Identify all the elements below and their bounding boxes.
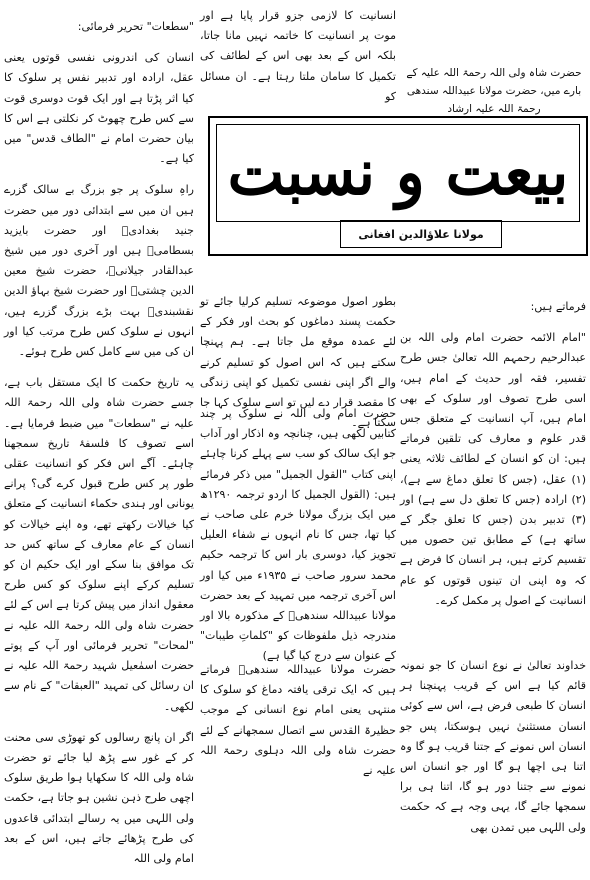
- title-box: [208, 116, 588, 256]
- middle-top-text: انسانیت کا لازمی جزو قرار پایا ہے اور موت پر انسانیت کا خاتمہ نہیں مانا جاتا، بلکہ اس کے بعد بھی اس کے لطائف کی تکمیل کا سامان ملتا رہتا ہے۔ ان مسائل کو: [200, 9, 396, 103]
- right-column: [400, 286, 586, 622]
- left-column: [4, 6, 194, 880]
- article-title: بیعت و نسبت: [227, 136, 569, 210]
- right-heading: فرماتے ہیں:: [530, 300, 586, 313]
- middle-paragraph-c: حضرت مولانا عبیداللہ سندھیؒ فرماتے ہیں کہ ایک ترقی یافتہ دماغ کو سلوک کا منتہی یعنی امام نوع انسانی کے موجب حظیرۃ القدس سے اتصال سمجھانے کے لئے حضرت شاہ ولی اللہ دہلوی رحمۃ اللہ علیہ نے: [200, 663, 396, 778]
- right-paragraph: "امام الائمہ حضرت امام ولی اللہ بن عبدالرحیم رحمہم اللہ تعالیٰ جس طرح تفسیر، فقہ اور حدیث کے امام ہیں، اسی طرح تصوف اور سلوک کے بھی امام ہیں، آپ انسانیت کے متعلق جس قدر علوم و معارف کی تلقین فرماتے ہیں: ان کو انسان کے لطائف ثلاثہ یعنی (۱) عقل، (جس کا تعلق دماغ سے ہے)، (۲) ارادہ (جس کا تعلق دل سے ہے) اور (۳) تدبیر بدن (جس کا تعلق جگر کے ساتھ ہے) کے مطابق تین حصوں میں تقسیم کرتے ہیں، ہر انسان کا فرض ہے کہ وہ اپنی ان تینوں قوتوں کو عام انسانیت کے اصول پر مکمل کرے۔: [400, 331, 586, 607]
- middle-paragraph-a: بطور اصول موضوعہ تسلیم کرلیا جائے تو حکمت پسند دماغوں کو بحث اور فکر کے لئے عمدہ موقع مل جاتا ہے۔ ہم پہنچا سکتے ہیں کہ اس اصول کو تسلیم کرنے والے اگر اپنی نفسی تکمیل کو اپنی زندگی کا مقصد قرار دے لیں تو اسے سلوک کہا جا سکتا ہے۔: [200, 295, 396, 430]
- left-heading: "سطعات" تحریر فرمائی:: [77, 20, 194, 33]
- title-frame: [216, 124, 580, 222]
- left-paragraph: یہ تاریخ حکمت کا ایک مستقل باب ہے، جسے حضرت شاہ ولی اللہ رحمۃ اللہ علیہ نے "سطعات" میں ضبط فرمایا ہے۔ اسے تصوف کا فلسفۂ تاریخ سمجھنا چاہئے۔ آگے اس فکر کو انسانیت عقلی طور پر کس طرح قبول کرے گی؟ پرانے یونانی اور ہندی حکماء انسانیت کے متعلق کیا خیالات رکھتے تھے، وہ اپنے خیالات کو انسان کے عام معارف کے ساتھ کس حد تک موافق بنا سکے اور ایک حکیم ان کو تسلیم کرکے اپنے سلوک کو کس طرح معقول انداز میں پیش کرتا ہے اس کے لئے حضرت شاہ ولی اللہ رحمۃ اللہ علیہ نے "لمحات" تحریر فرمائی اور آپ کے پوتے حضرت اسمٰعیل شہید رحمۃ اللہ علیہ نے ان رسائل کی تمہید "العبقات" کے نام سے لکھی۔: [4, 376, 194, 713]
- left-paragraph: اگر ان پانچ رسالوں کو تھوڑی سی محنت کر کے غور سے پڑھ لیا جائے تو حضرت شاہ ولی اللہ کا سکھایا ہوا طریق سلوک اچھی طرح ذہن نشین ہو جاتا ہے، حکمت ولی اللہی میں یہ رسالے ابتدائی قاعدوں کی طرح پڑھائے جاتے ہیں، اس کے بعد امام ولی اللہ: [4, 730, 194, 865]
- left-paragraph: انسان کی اندرونی نفسی قوتوں یعنی عقل، ارادہ اور تدبیر نفس پر سلوک کا کیا اثر پڑتا ہے اور ایک قوت دوسری قوت سے کس طرح چھوٹ کر نکلتی ہے اس کا بیان حضرت امام نے "الطاف قدس" میں کیا ہے۔: [4, 51, 194, 166]
- author-byline: مولانا علاؤالدین افغانی: [340, 220, 502, 248]
- intro-text: حضرت شاہ ولی اللہ رحمۃ اللہ علیہ کے بارے میں، حضرت مولانا عبیداللہ سندھی رحمۃ اللہ علیہ ارشاد: [406, 67, 582, 115]
- right-paragraph-b: خداوند تعالیٰ نے نوع انسان کا جو نمونہ قائم کیا ہے اس کے قریب پہنچنا ہر انسان کا طبعی فرض ہے، اس سے کوئی انسان مستثنیٰ نہیں ہوسکتا، پس جو انسان اس نمونے کے جتنا قریب ہو گا وہ اتنا ہی اچھا ہو گا اور جو انسان اس نمونے سے جتنا دور ہو گا، اتنا ہی برا سمجھا جائے گا، یہی وجہ ہے کہ حکمت ولی اللہی میں تمدن بھی: [400, 659, 586, 834]
- left-paragraph: راہِ سلوک پر جو بزرگ بے سالک گزرے ہیں ان میں سے ابتدائی دور میں حضرت جنید بغدادیؒ اور حضرت بایزید بسطامیؒ ہیں اور آخری دور میں شیخ عبدالقادر جیلانیؒ، حضرت شیخ معین الدین چشتیؒ اور حضرت شیخ بہاؤ الدین نقشبندیؒ بہت بڑے بزرگ گزرے ہیں، انہوں نے سلوک کس طرح مرتب کیا اور ان کی میں سے کامل کس طرح ہوئے۔: [4, 183, 194, 359]
- middle-paragraph-b: حضرت امام ولی اللہ نے سلوک پر چند کتابیں لکھی ہیں، چنانچہ وہ اذکار اور آداب جو ایک سالک کو سب سے پہلے کرنا چاہئے اپنی کتاب "القول الجمیل" میں ذکر فرمائے ہیں: (القول الجمیل کا اردو ترجمہ ۱۲۹۰ھ میں ایک بزرگ مولانا خرم علی صاحب نے کیا تھا، جس کا نام انہوں نے شفاء العلیل تجویز کیا، دوسری بار اس کا ترجمہ حکیم محمد سرور صاحب نے ۱۹۳۵ء میں کیا اور اس آخری ترجمہ میں تمہید کے بعد حضرت مولانا عبیداللہ سندھیؒ کے مذکورہ بالا اور مندرجہ ذیل ملفوظات کو "کلماتِ طیبات" کے عنوان سے درج کیا گیا ہے): [200, 407, 396, 663]
